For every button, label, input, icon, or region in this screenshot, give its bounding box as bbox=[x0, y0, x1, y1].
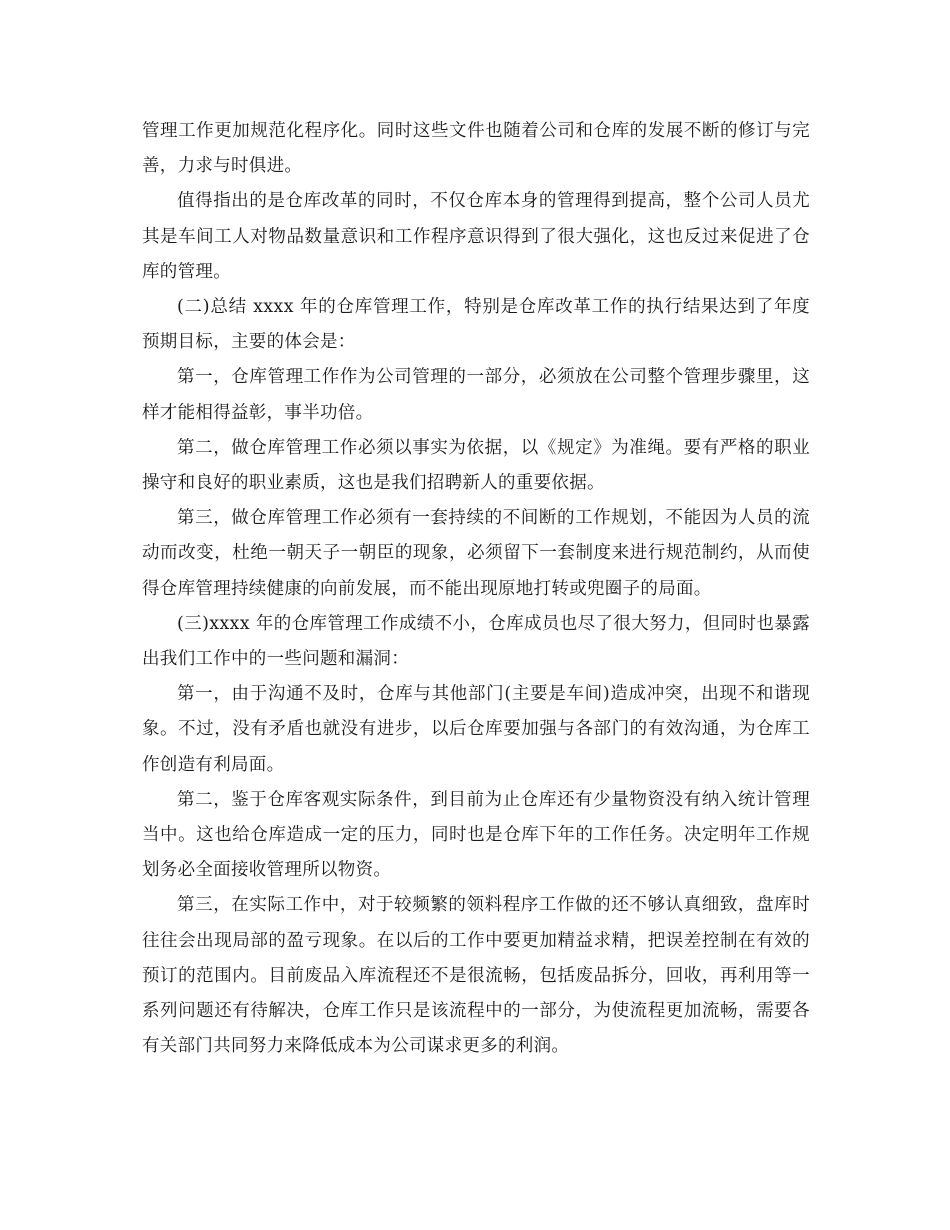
paragraph-problem-second: 第二，鉴于仓库客观实际条件，到目前为止仓库还有少量物资没有纳入统计管理当中。这也给仓库造成一定的压力，同时也是仓库下年的工作任务。决定明年工作规划务必全面接收管理所以物资。 bbox=[142, 789, 810, 881]
document-body bbox=[142, 114, 810, 1064]
paragraph-lesson-second: 第二，做仓库管理工作必须以事实为依据，以《规定》为准绳。要有严格的职业操守和良好的职业素质，这也是我们招聘新人的重要依据。 bbox=[142, 437, 810, 494]
paragraph-lesson-first: 第一，仓库管理工作作为公司管理的一部分，必须放在公司整个管理步骤里，这样才能相得益彰，事半功倍。 bbox=[142, 367, 810, 423]
paragraph-section-three-heading: (三)xxxx 年的仓库管理工作成绩不小，仓库成员也尽了很大努力，但同时也暴露出我们工作中的一些问题和漏洞： bbox=[142, 613, 810, 670]
paragraph-continued: 管理工作更加规范化程序化。同时这些文件也随着公司和仓库的发展不断的修订与完善，力求与时俱进。 bbox=[142, 121, 810, 177]
paragraph-lesson-third: 第三，做仓库管理工作必须有一套持续的不间断的工作规划，不能因为人员的流动而改变，杜绝一朝天子一朝臣的现象，必须留下一套制度来进行规范制约，从而使得仓库管理持续健康的向前发展，而不能出现原地打转或兜圈子的局面。 bbox=[142, 508, 810, 599]
paragraph-section-two-heading: (二)总结 xxxx 年的仓库管理工作，特别是仓库改革工作的执行结果达到了年度预期目标，主要的体会是： bbox=[142, 297, 810, 353]
paragraph-warehouse-reform: 值得指出的是仓库改革的同时，不仅仓库本身的管理得到提高，整个公司人员尤其是车间工人对物品数量意识和工作程序意识得到了很大强化，这也反过来促进了仓库的管理。 bbox=[142, 191, 810, 282]
paragraph-problem-third: 第三，在实际工作中，对于较频繁的领料程序工作做的还不够认真细致，盘库时往往会出现局部的盈亏现象。在以后的工作中要更加精益求精，把误差控制在有效的预订的范围内。目前废品入库流程还不是很流畅，包括废品拆分，回收，再利用等一系列问题还有待解决，仓库工作只是该流程中的一部分，为使流程更加流畅，需要各有关部门共同努力来降低成本为公司谋求更多的利润。 bbox=[142, 895, 810, 1057]
paragraph-problem-first: 第一，由于沟通不及时，仓库与其他部门(主要是车间)造成冲突，出现不和谐现象。不过，没有矛盾也就没有进步，以后仓库要加强与各部门的有效沟通，为仓库工作创造有利局面。 bbox=[142, 684, 810, 775]
